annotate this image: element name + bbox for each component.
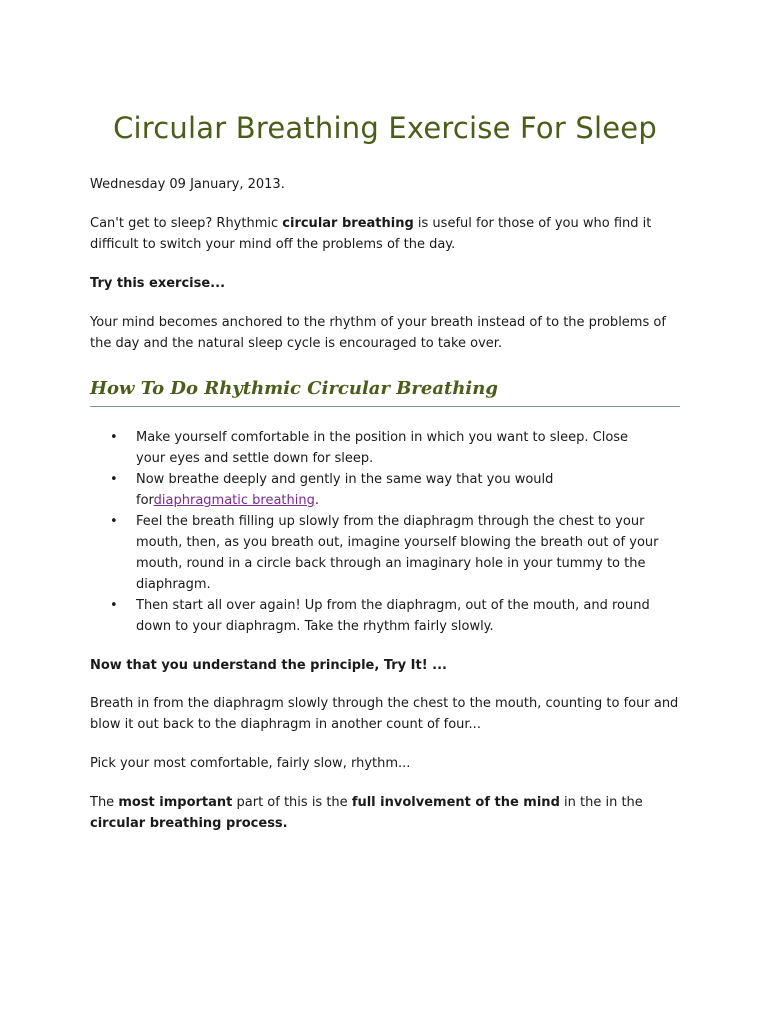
article [90, 0, 680, 834]
intro-text-2: is useful for those of you who find it difficult to switch your mind off the problems of the day. [90, 216, 652, 252]
diaphragmatic-breathing-link[interactable]: diaphragmatic breathing [153, 493, 315, 508]
step-text-end: . [314, 493, 320, 508]
step-text: Then start all over again! Up from the diaphragm, out of the mouth, and round down to your diaphragm. Take the rhythm fairly slowly. [136, 598, 650, 634]
list-item [110, 511, 680, 595]
try-it-heading: Now that you understand the principle, Try It! ... [90, 658, 447, 673]
pick-paragraph: Pick your most comfortable, fairly slow, rhythm... [90, 756, 411, 771]
publish-date: Wednesday 09 January, 2013. [90, 177, 285, 192]
bullet-icon: • [110, 430, 118, 445]
intro-bold: circular breathing [282, 216, 414, 231]
closing-bold-1: most important [118, 795, 233, 810]
list-item [110, 427, 680, 469]
step-text: Make yourself comfortable in the position in which you want to sleep. Close your eyes and settle down for sleep. [136, 430, 629, 466]
mind-paragraph: Your mind becomes anchored to the rhythm of your breath instead of to the problems of the day and the natural sleep cycle is encouraged to take over. [90, 315, 666, 351]
list-item [110, 595, 680, 637]
closing-bold-2: full involvement of the mind [351, 795, 560, 810]
breath-paragraph: Breath in from the diaphragm slowly through the chest to the mouth, counting to four and blow it out back to the diaphragm in another count of four... [90, 696, 679, 732]
list-item [110, 469, 680, 511]
closing-text-2: part of this is the [232, 795, 352, 810]
step-text: Feel the breath filling up slowly from the diaphragm through the chest to your mouth, then, as you breath out, imagine yourself blowing the breath out of your mouth, round in a circle back through an imaginary hole in your tummy to the diaphragm. [136, 514, 659, 592]
closing-bold-3: circular breathing process. [90, 816, 288, 831]
intro-paragraph [90, 213, 680, 255]
bullet-icon: • [110, 514, 118, 529]
bullet-icon: • [110, 472, 118, 487]
closing-text-3: in the in the [559, 795, 643, 810]
step-text: Now breathe deeply and gently in the same way that you would for [136, 472, 554, 508]
steps-list [90, 427, 680, 637]
section-heading: How To Do Rhythmic Circular Breathing [90, 376, 680, 407]
intro-text-1: Can't get to sleep? Rhythmic [90, 216, 283, 231]
closing-text-1: The [90, 795, 119, 810]
page-title: Circular Breathing Exercise For Sleep [113, 111, 657, 145]
closing-paragraph [90, 792, 680, 834]
bullet-icon: • [110, 598, 118, 613]
try-heading: Try this exercise... [90, 276, 226, 291]
